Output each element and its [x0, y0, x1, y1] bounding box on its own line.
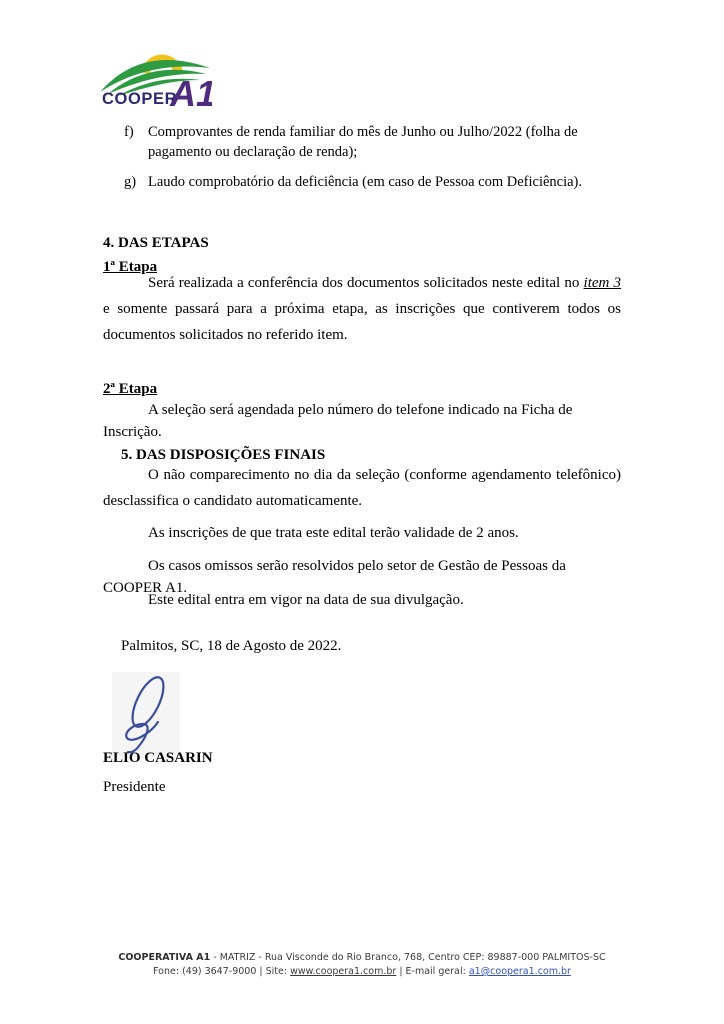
cooper-a1-logo	[100, 36, 212, 110]
logo-mark-text: A1	[170, 73, 212, 110]
footer-email-label: | E-mail geral:	[396, 966, 469, 977]
document-checklist	[124, 122, 624, 202]
list-item	[124, 122, 624, 162]
footer-phone-site-label: Fone: (49) 3647-9000 | Site:	[153, 966, 291, 977]
signature-image	[112, 672, 180, 758]
logo-brand-text: COOPER	[102, 90, 178, 108]
item-3-reference: item 3	[583, 275, 622, 291]
cooper-a1-logo-graphic	[100, 36, 212, 110]
signature-ink	[112, 672, 180, 758]
etapa-1-heading: 1ª Etapa	[103, 259, 158, 275]
etapa-2-heading: 2ª Etapa	[103, 381, 158, 397]
section-5-paragraph-3: Os casos omissos serão resolvidos pelo setor de Gestão de Pessoas da COOPER A1.	[103, 558, 566, 596]
footer-email-link[interactable]: a1@coopera1.com.br	[468, 966, 571, 977]
section-5-title: 5. DAS DISPOSIÇÕES FINAIS	[121, 447, 326, 463]
signer-title: Presidente	[103, 779, 166, 795]
signer-name: ELIO CASARIN	[103, 750, 213, 766]
footer-contact-line	[0, 965, 724, 979]
footer-site-link[interactable]: www.coopera1.com.br	[290, 966, 397, 977]
date-line: Palmitos, SC, 18 de Agosto de 2022.	[121, 638, 342, 654]
footer-address-line	[0, 951, 724, 965]
section-4-title: 4. DAS ETAPAS	[103, 235, 209, 251]
footer-address-text: - MATRIZ - Rua Visconde do Rio Branco, 768, Centro CEP: 89887-000 PALMITOS-SC	[210, 952, 606, 963]
list-item-marker: f)	[124, 124, 134, 140]
etapa-1-paragraph	[103, 270, 621, 348]
list-item-text: Comprovantes de renda familiar do mês de Junho ou Julho/2022 (folha de pagamento ou declaração de renda);	[148, 124, 578, 160]
footer-company-name: COOPERATIVA A1	[118, 952, 211, 963]
list-item-marker: g)	[124, 174, 137, 190]
page-footer	[0, 951, 724, 979]
etapa-1-text-before: Será realizada a conferência dos documentos solicitados neste edital no	[148, 275, 584, 291]
list-item	[124, 172, 624, 192]
section-5-paragraph-4: Este edital entra em vigor na data de sua divulgação.	[148, 592, 464, 608]
etapa-2-paragraph: A seleção será agendada pelo número do telefone indicado na Ficha de Inscrição.	[103, 402, 573, 440]
list-item-text: Laudo comprobatório da deficiência (em caso de Pessoa com Deficiência).	[148, 174, 583, 190]
section-5-paragraph-1: O não comparecimento no dia da seleção (conforme agendamento telefônico) desclassifica o candidato automaticamente.	[103, 467, 621, 509]
section-5-paragraph-2: As inscrições de que trata este edital terão validade de 2 anos.	[148, 525, 519, 541]
etapa-1-text-after: e somente passará para a próxima etapa, as inscrições que contiverem todos os documentos solicitados no referido item.	[103, 301, 621, 343]
